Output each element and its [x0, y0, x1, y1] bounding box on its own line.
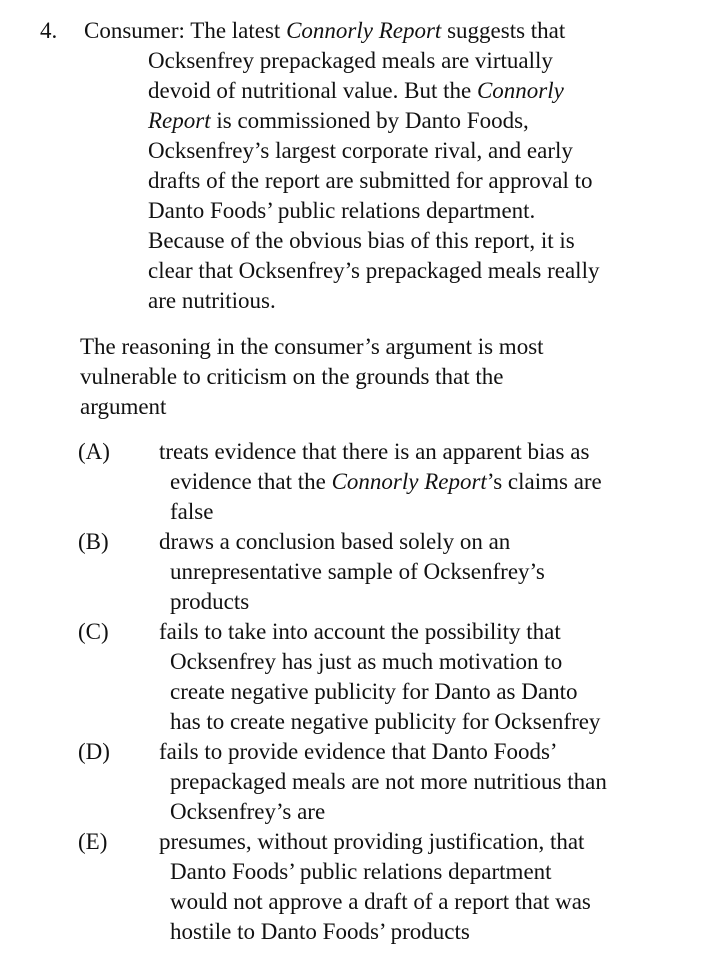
passage-line-5 — [148, 136, 688, 166]
choice-letter: (D) — [78, 739, 110, 764]
choice-line: create negative publicity for Danto as Danto — [170, 679, 578, 704]
passage-text: clear that Ocksenfrey’s prepackaged meals really — [148, 258, 600, 283]
passage-line-8 — [148, 226, 688, 256]
choice-line: fails to take into account the possibility that — [159, 619, 561, 644]
passage-italic: Connorly Report — [286, 18, 442, 43]
passage-body — [148, 46, 688, 316]
stem-line: vulnerable to criticism on the grounds that the — [80, 364, 504, 389]
passage-line-2 — [148, 46, 688, 76]
passage-line-7 — [148, 196, 688, 226]
passage-text: is commissioned by Danto Foods, — [210, 108, 529, 133]
choice-continuation — [170, 467, 602, 527]
passage-text: Ocksenfrey’s largest corporate rival, and early — [148, 138, 573, 163]
choice-letter: (A) — [78, 439, 110, 464]
choice-continuation — [170, 647, 600, 737]
passage-text: suggests that — [441, 18, 566, 43]
choice-line: draws a conclusion based solely on an — [159, 529, 511, 554]
choice-line: false — [170, 499, 214, 524]
passage-text: are nutritious. — [148, 288, 276, 313]
choice-letter: (C) — [78, 619, 109, 644]
passage-line-4 — [148, 106, 688, 136]
choice-line: Ocksenfrey’s are — [170, 799, 326, 824]
choice-italic: Connorly Report — [331, 469, 487, 494]
choice-line: has to create negative publicity for Ocksenfrey — [170, 709, 601, 734]
choice-line: Ocksenfrey has just as much motivation to — [170, 649, 563, 674]
choice-continuation — [170, 857, 591, 947]
choice-letter: (E) — [78, 829, 108, 854]
passage-text: Consumer: The latest — [84, 18, 287, 43]
passage-text: Because of the obvious bias of this report, it is — [148, 228, 575, 253]
choice-letter: (B) — [78, 529, 109, 554]
choice-text: evidence that the — [170, 469, 332, 494]
choice-line: products — [170, 589, 250, 614]
passage-line-3 — [148, 76, 688, 106]
choice-line: prepackaged meals are not more nutritious than — [170, 769, 607, 794]
choice-line: unrepresentative sample of Ocksenfrey’s — [170, 559, 545, 584]
passage-text: devoid of nutritional value. But the — [148, 78, 477, 103]
passage-text: drafts of the report are submitted for approval to — [148, 168, 593, 193]
stem-line: The reasoning in the consumer’s argument is most — [80, 334, 544, 359]
choice-line — [170, 467, 602, 497]
passage-text: Danto Foods’ public relations department. — [148, 198, 536, 223]
choice-line: hostile to Danto Foods’ products — [170, 919, 470, 944]
choice-line: fails to provide evidence that Danto Foods’ — [159, 739, 558, 764]
passage-italic: Connorly — [476, 78, 564, 103]
passage-line-6 — [148, 166, 688, 196]
choice-line: would not approve a draft of a report that was — [170, 889, 591, 914]
stem-line: argument — [80, 394, 167, 419]
passage-line-1 — [84, 16, 565, 46]
choice-continuation — [170, 557, 545, 617]
choice-line: Danto Foods’ public relations department — [170, 859, 552, 884]
question-stem — [80, 332, 680, 422]
passage-text: Ocksenfrey prepackaged meals are virtually — [148, 48, 553, 73]
choice-continuation — [170, 767, 607, 827]
passage-italic: Report — [148, 108, 211, 133]
question-number: 4. — [40, 18, 58, 43]
choice-line: treats evidence that there is an apparent bias as — [159, 439, 590, 464]
passage-line-9 — [148, 256, 688, 286]
choice-line: presumes, without providing justification, that — [159, 829, 585, 854]
choice-text: ’s claims are — [486, 469, 602, 494]
passage-line-10 — [148, 286, 688, 316]
